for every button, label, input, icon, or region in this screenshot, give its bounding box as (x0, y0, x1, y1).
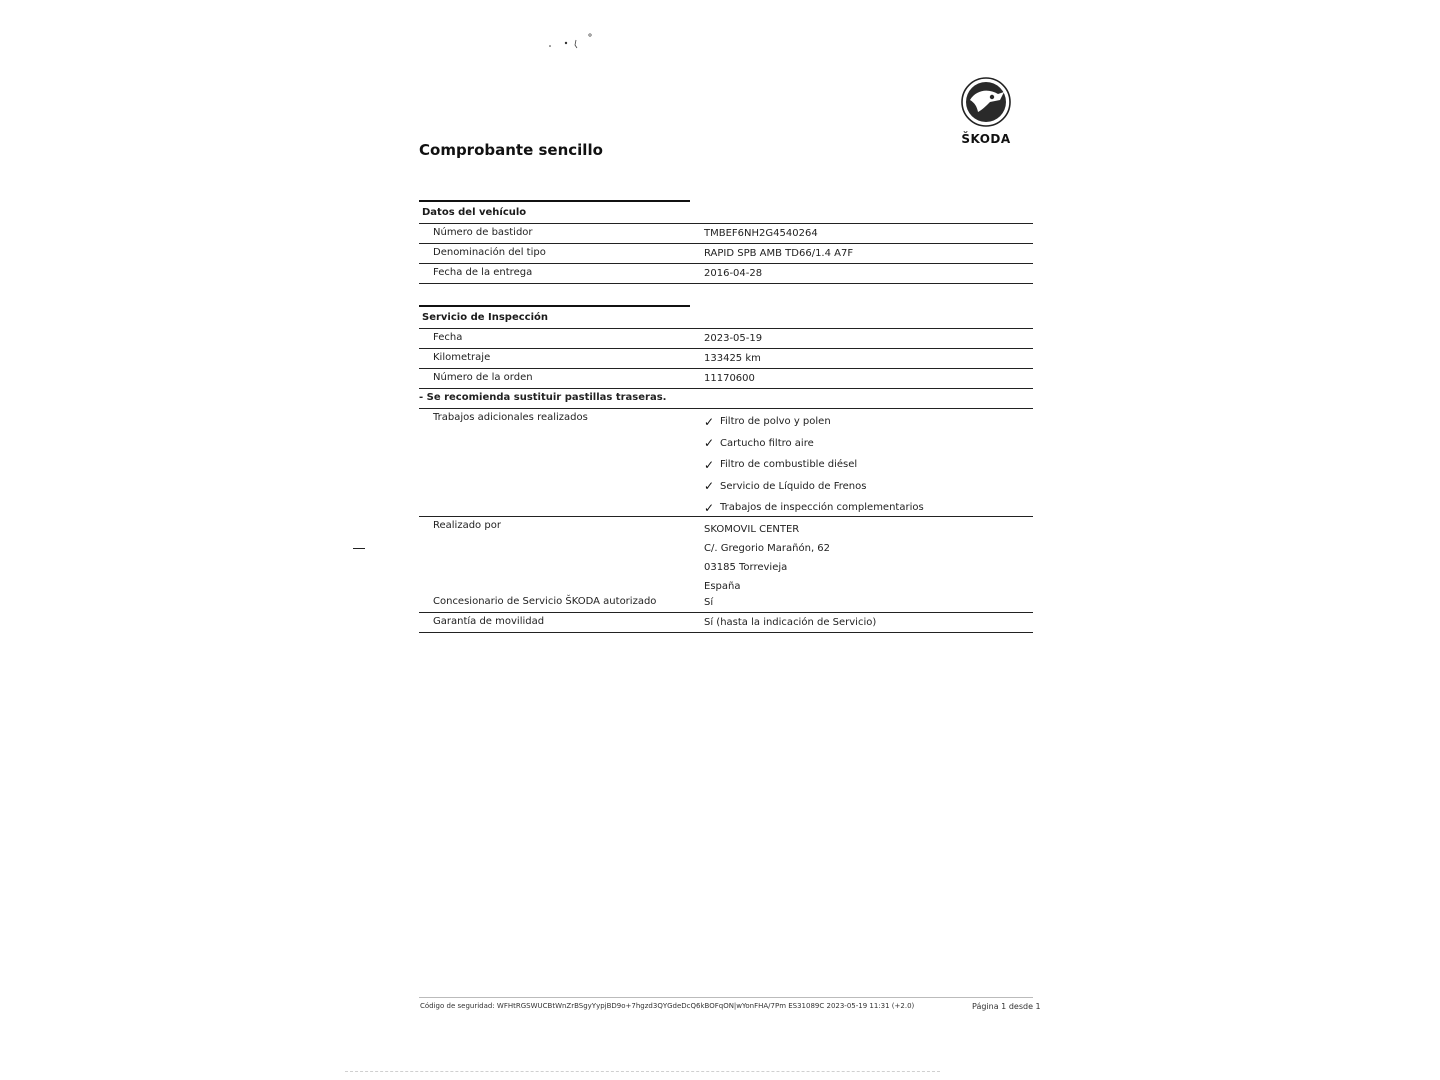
table-row (419, 613, 1033, 633)
recommendation-note: - Se recomienda sustituir pastillas traseras. (419, 392, 667, 403)
row-label: Denominación del tipo (433, 247, 546, 258)
table-row (419, 593, 1033, 613)
list-item (704, 411, 924, 433)
row-label: Concesionario de Servicio ŠKODA autorizado (433, 596, 657, 607)
section-heading: Datos del vehículo (419, 202, 1033, 224)
table-row (419, 329, 1033, 349)
check-icon: ✓ (704, 457, 715, 472)
dealer-country: España (704, 581, 741, 592)
scan-specks-decoration (545, 30, 605, 52)
row-label: Garantía de movilidad (433, 616, 545, 627)
row-label: Realizado por (433, 520, 501, 531)
row-value: 133425 km (704, 353, 761, 364)
row-label: Trabajos adicionales realizados (433, 412, 588, 423)
list-item-text: Servicio de Líquido de Frenos (720, 480, 867, 492)
performed-by-row (419, 517, 1033, 593)
document-title: Comprobante sencillo (419, 141, 603, 159)
row-label: Fecha de la entrega (433, 267, 533, 278)
row-value: Sí (704, 597, 714, 608)
row-value: Sí (hasta la indicación de Servicio) (704, 617, 877, 628)
additional-work-row (419, 409, 1033, 517)
list-item-text: Filtro de polvo y polen (720, 416, 831, 428)
service-section (419, 305, 1033, 633)
row-value: 2016-04-28 (704, 268, 763, 279)
dealer-city: 03185 Torrevieja (704, 562, 788, 573)
recommendation-row (419, 389, 1033, 409)
list-item (704, 454, 924, 476)
row-value: 2023-05-19 (704, 333, 763, 344)
table-row (419, 349, 1033, 369)
list-item (704, 433, 924, 455)
check-icon: ✓ (704, 414, 715, 429)
list-item (704, 476, 924, 498)
brand-logo (955, 76, 1017, 146)
scan-edge-line (345, 1071, 940, 1073)
row-value: RAPID SPB AMB TD66/1.4 A7F (704, 248, 854, 259)
brand-wordmark: ŠKODA (961, 132, 1011, 146)
row-label: Número de bastidor (433, 227, 533, 238)
table-row (419, 224, 1033, 244)
page-number: Página 1 desde 1 (972, 1002, 1041, 1011)
table-row (419, 244, 1033, 264)
check-icon: ✓ (704, 500, 715, 515)
table-row (419, 369, 1033, 389)
list-item-text: Trabajos de inspección complementarios (720, 502, 924, 514)
row-label: Fecha (433, 332, 463, 343)
check-icon: ✓ (704, 479, 715, 494)
security-code: Código de seguridad: WFHtRGSWUCBtWnZrBSgyYypjBD9o+7hgzd3QYGdeDcQ6kBOFqON|wYonFHA/7Pm ES31089C 2023-05-19 11:31 (+2.0) (420, 1002, 915, 1010)
table-row (419, 264, 1033, 284)
row-value: TMBEF6NH2G4540264 (704, 228, 818, 239)
section-heading: Servicio de Inspección (419, 307, 1033, 329)
footer-divider (419, 997, 1033, 998)
dealer-address (704, 520, 830, 596)
skoda-arrow-logo-icon (960, 76, 1012, 128)
row-label: Kilometraje (433, 352, 491, 363)
list-item-text: Filtro de combustible diésel (720, 459, 858, 471)
check-icon: ✓ (704, 436, 715, 451)
dealer-name: SKOMOVIL CENTER (704, 524, 800, 535)
list-item-text: Cartucho filtro aire (720, 437, 814, 449)
list-item (704, 497, 924, 519)
additional-work-list (704, 411, 924, 519)
row-value: 11170600 (704, 373, 755, 384)
margin-mark (353, 548, 365, 549)
dealer-street: C/. Gregorio Marañón, 62 (704, 543, 831, 554)
row-label: Número de la orden (433, 372, 533, 383)
vehicle-section (419, 200, 1033, 284)
